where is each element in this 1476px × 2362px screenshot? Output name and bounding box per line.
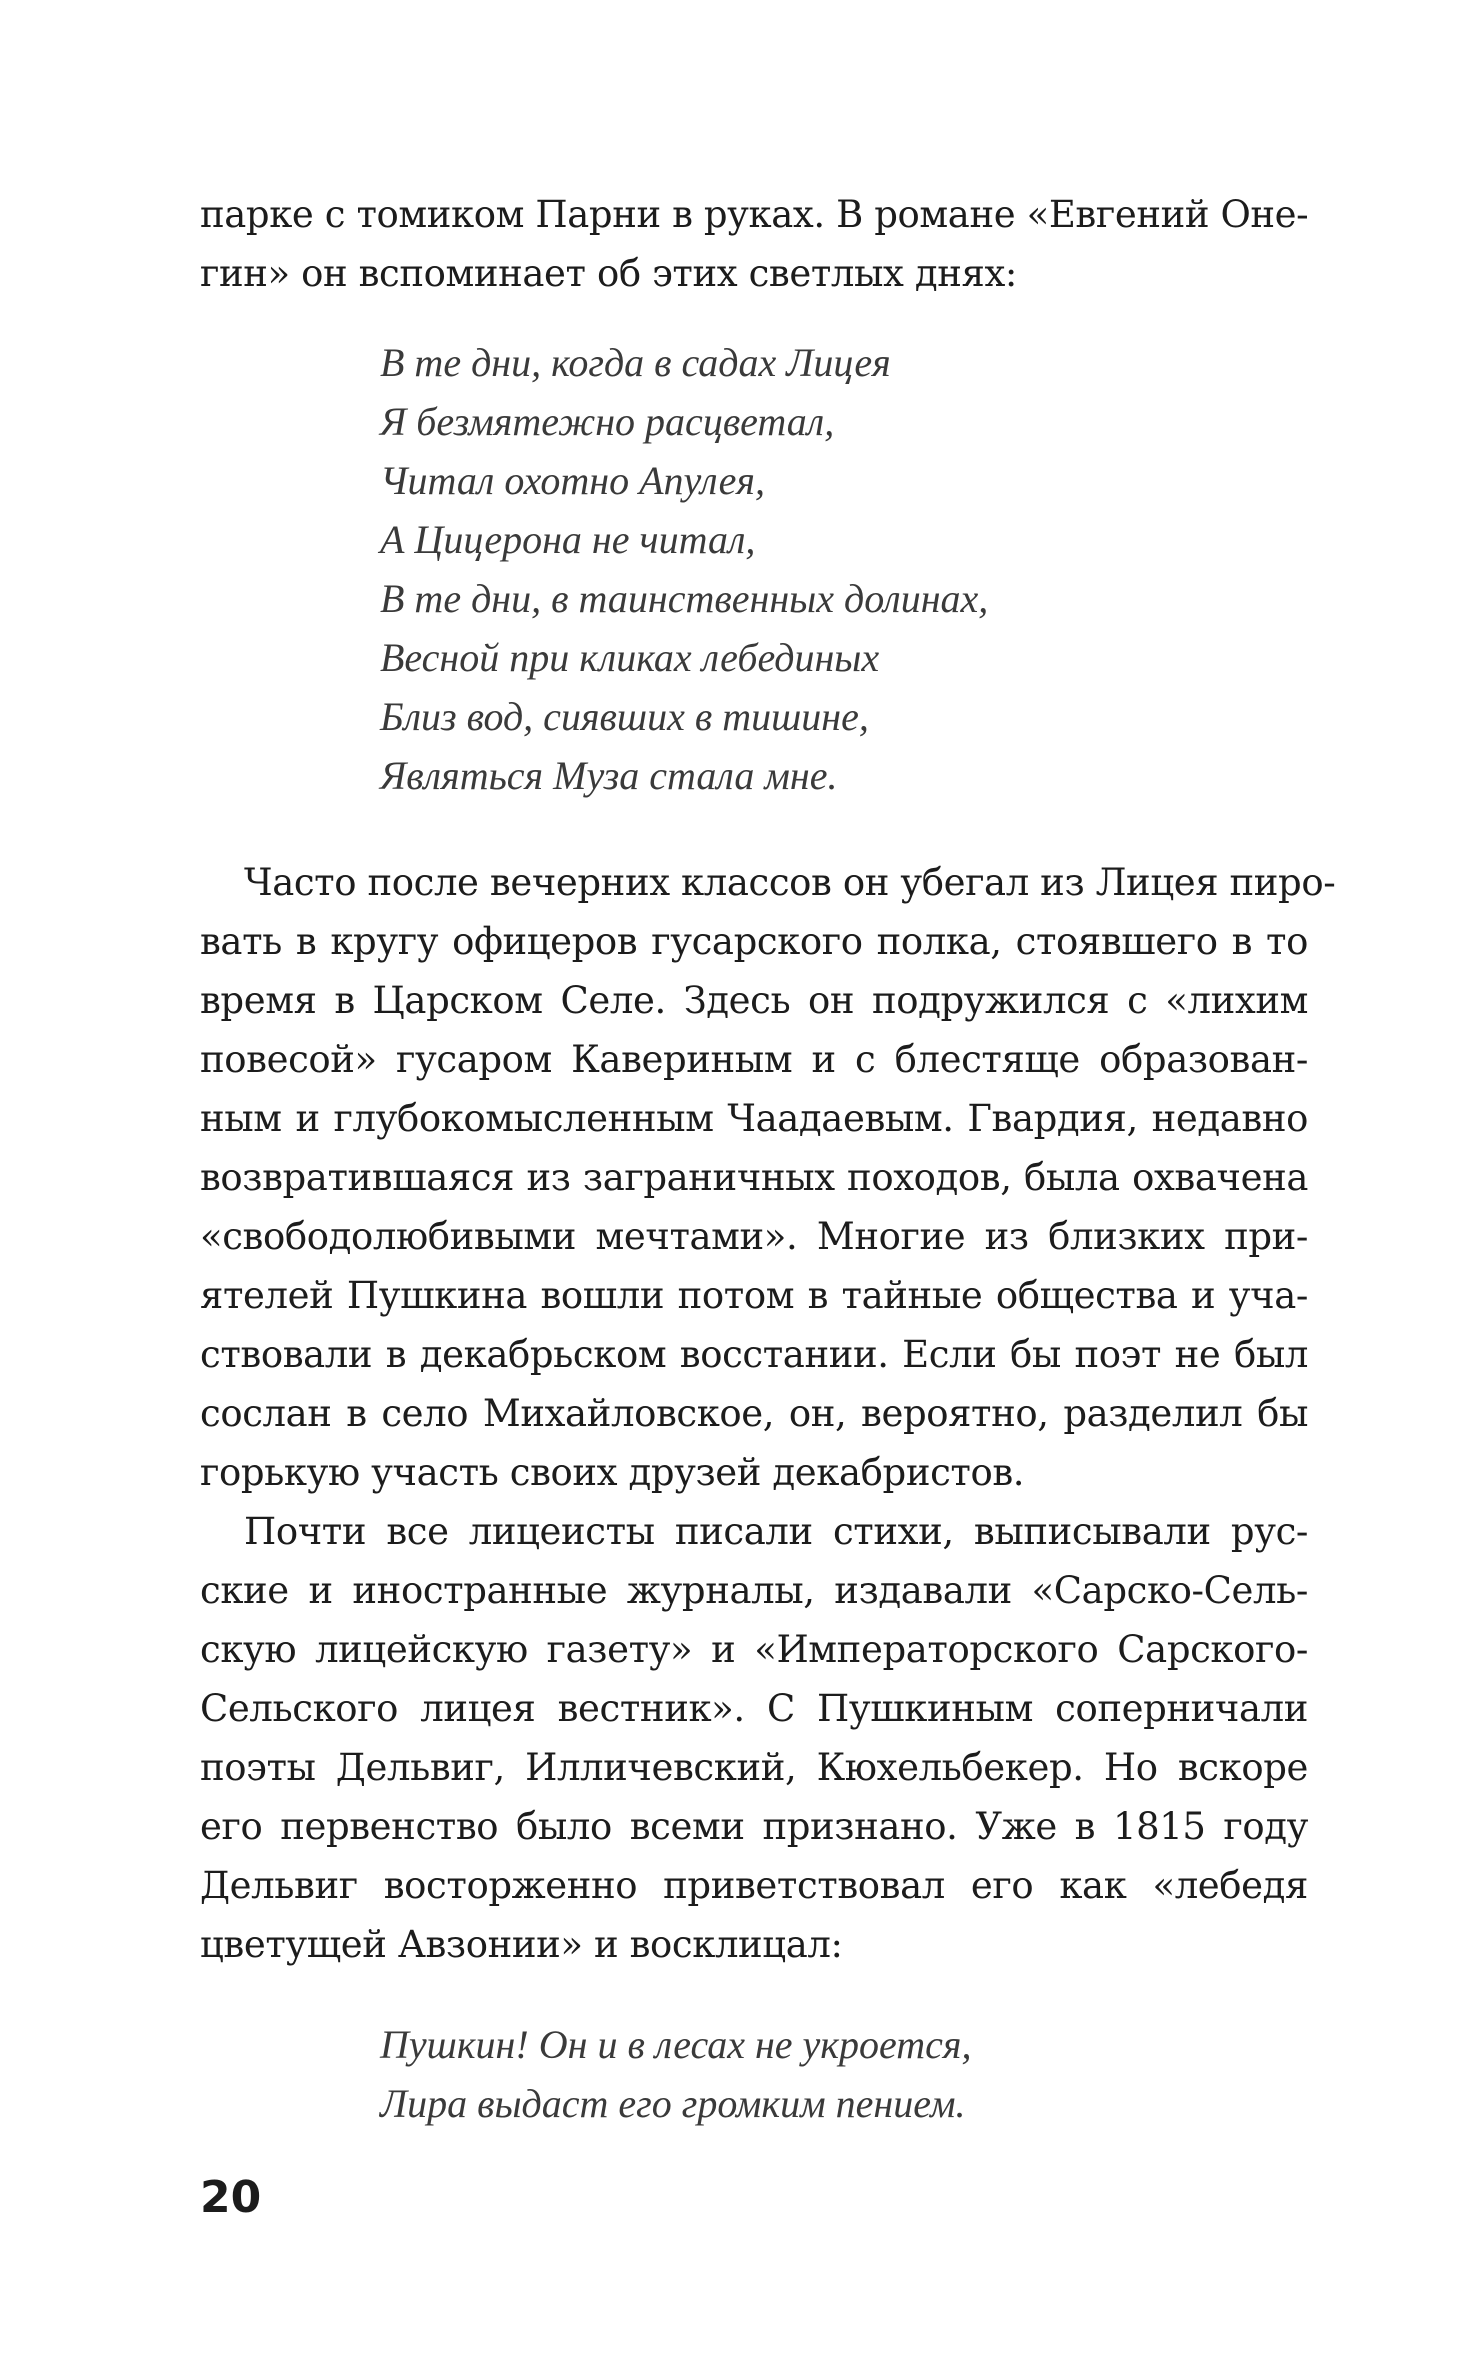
paragraph-3-line: Сельского лицея вестник». С Пушкиным соперничали (200, 1687, 1308, 1730)
paragraph-3-line: Дельвиг восторженно приветствовал его как «лебедя (200, 1864, 1308, 1907)
paragraph-1 (200, 185, 1308, 303)
paragraph-1-line: парке с томиком Парни в руках. В романе «Евгений Оне- (200, 193, 1309, 236)
paragraph-3-line: ские и иностранные журналы, издавали «Сарско-Сель- (200, 1569, 1308, 1612)
paragraph-2 (200, 853, 1336, 1502)
verse-1-line: Я безмятежно расцветал, (380, 399, 835, 444)
verse-1 (380, 333, 1180, 805)
paragraph-2-line: ным и глубокомысленным Чаадаевым. Гвардия, недавно (200, 1097, 1308, 1140)
paragraph-3-line: его первенство было всеми признано. Уже в 1815 году (200, 1805, 1308, 1848)
verse-1-line: В те дни, в таинственных долинах, (380, 576, 989, 621)
paragraph-3-line: скую лицейскую газету» и «Императорского Сарского- (200, 1628, 1308, 1671)
paragraph-3-line: Почти все лицеисты писали стихи, выписывали рус- (244, 1510, 1308, 1553)
paragraph-2-line: время в Царском Селе. Здесь он подружился с «лихим (200, 979, 1308, 1022)
verse-2-line: Пушкин! Он и в лесах не укроется, (380, 2022, 972, 2067)
paragraph-3-line: поэты Дельвиг, Илличевский, Кюхельбекер. Но вскоре (200, 1746, 1308, 1789)
verse-2 (380, 2015, 1180, 2133)
paragraph-3-line: цветущей Авзонии» и восклицал: (200, 1923, 843, 1966)
paragraph-2-line: ятелей Пушкина вошли потом в тайные общества и уча- (200, 1274, 1308, 1317)
verse-2-line: Лира выдаст его громким пением. (380, 2081, 966, 2126)
paragraph-2-line: «свободолюбивыми мечтами». Многие из близких при- (200, 1215, 1308, 1258)
paragraph-2-line: горькую участь своих друзей декабристов. (200, 1451, 1025, 1494)
paragraph-2-line: возвратившаяся из заграничных походов, была охвачена (200, 1156, 1308, 1199)
paragraph-2-line: ствовали в декабрьском восстании. Если бы поэт не был (200, 1333, 1308, 1376)
paragraph-2-line: повесой» гусаром Кавериным и с блестяще образован- (200, 1038, 1308, 1081)
paragraph-2-line: Часто после вечерних классов он убегал из Лицея пиро- (244, 861, 1336, 904)
verse-1-line: Близ вод, сиявших в тишине, (380, 694, 869, 739)
verse-1-line: Читал охотно Апулея, (380, 458, 765, 503)
verse-1-line: Весной при кликах лебединых (380, 635, 880, 680)
paragraph-2-line: сослан в село Михайловское, он, вероятно, разделил бы (200, 1392, 1308, 1435)
paragraph-1-line: гин» он вспоминает об этих светлых днях: (200, 252, 1017, 295)
verse-1-line: А Цицерона не читал, (380, 517, 756, 562)
verse-1-line: Являться Муза стала мне. (380, 753, 838, 798)
paragraph-3 (200, 1502, 1308, 1974)
verse-1-line: В те дни, когда в садах Лицея (380, 340, 891, 385)
paragraph-2-line: вать в кругу офицеров гусарского полка, стоявшего в то (200, 920, 1308, 963)
page-number: 20 (200, 2172, 262, 2223)
